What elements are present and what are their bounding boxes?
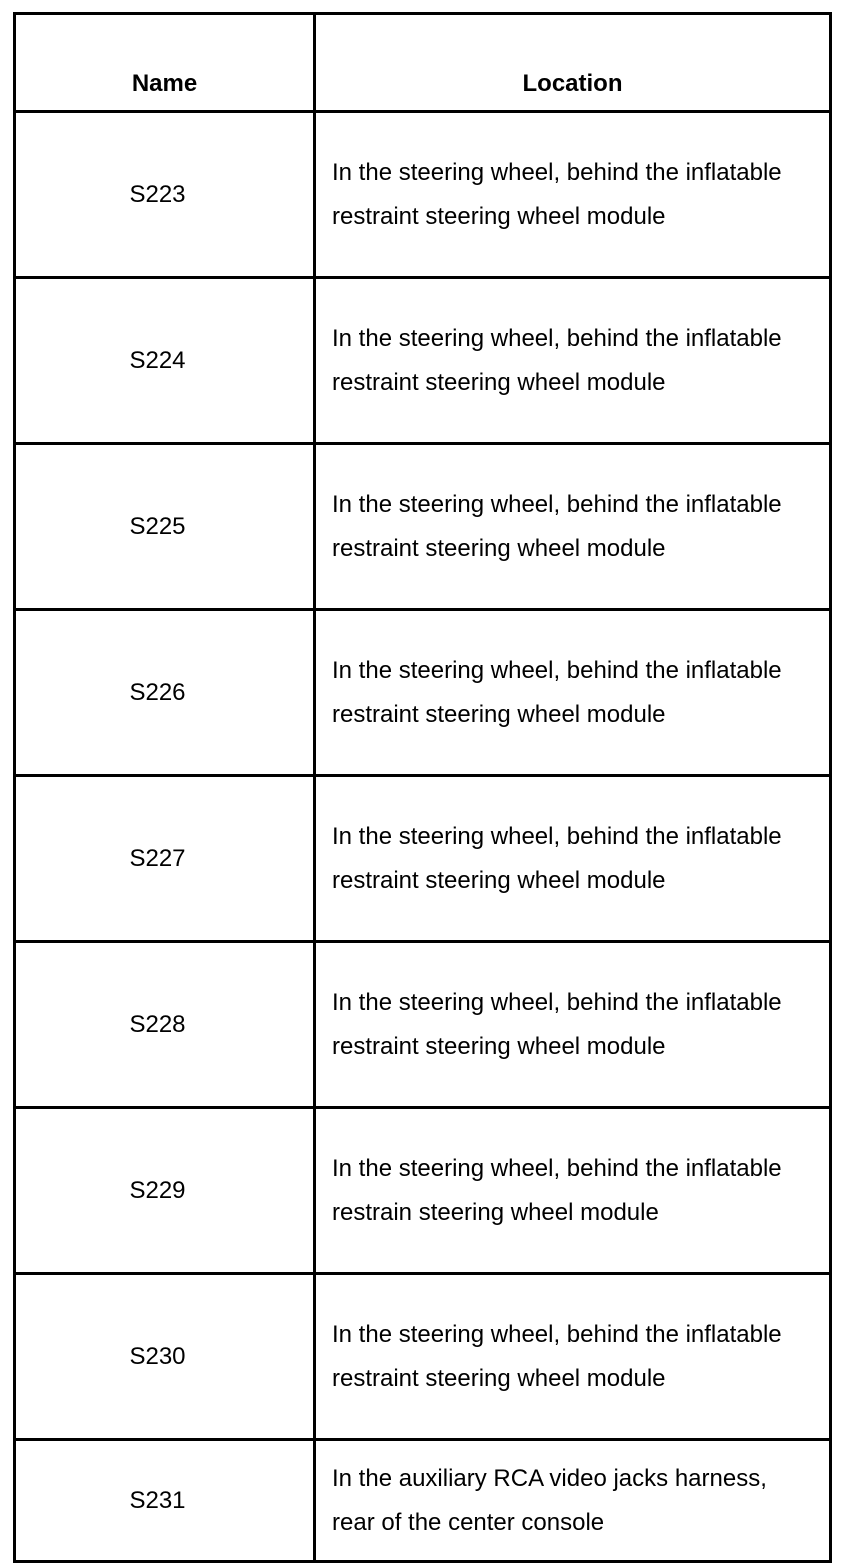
location-cell: In the steering wheel, behind the inflatable restrain steering wheel module	[315, 1108, 831, 1274]
column-header-location: Location	[315, 14, 831, 112]
name-cell: S229	[15, 1108, 315, 1274]
location-cell: In the steering wheel, behind the inflatable restraint steering wheel module	[315, 942, 831, 1108]
table-row	[15, 444, 831, 610]
name-cell: S225	[15, 444, 315, 610]
table-body	[15, 112, 831, 1562]
table-row	[15, 1440, 831, 1562]
location-cell: In the steering wheel, behind the inflatable restraint steering wheel module	[315, 776, 831, 942]
location-cell: In the steering wheel, behind the inflatable restraint steering wheel module	[315, 278, 831, 444]
name-cell: S228	[15, 942, 315, 1108]
location-cell: In the steering wheel, behind the inflatable restraint steering wheel module	[315, 444, 831, 610]
column-header-name: Name	[15, 14, 315, 112]
name-cell: S224	[15, 278, 315, 444]
name-cell: S223	[15, 112, 315, 278]
table-row	[15, 278, 831, 444]
name-cell: S231	[15, 1440, 315, 1562]
location-cell: In the auxiliary RCA video jacks harness, rear of the center console	[315, 1440, 831, 1562]
location-cell: In the steering wheel, behind the inflatable restraint steering wheel module	[315, 1274, 831, 1440]
table-row	[15, 1108, 831, 1274]
table-row	[15, 112, 831, 278]
table-row	[15, 942, 831, 1108]
table-row	[15, 776, 831, 942]
splice-location-table	[13, 12, 832, 1563]
name-cell: S226	[15, 610, 315, 776]
header-row	[15, 14, 831, 112]
table-row	[15, 610, 831, 776]
location-cell: In the steering wheel, behind the inflatable restraint steering wheel module	[315, 112, 831, 278]
table-header	[15, 14, 831, 112]
name-cell: S227	[15, 776, 315, 942]
location-cell: In the steering wheel, behind the inflatable restraint steering wheel module	[315, 610, 831, 776]
name-cell: S230	[15, 1274, 315, 1440]
table-row	[15, 1274, 831, 1440]
